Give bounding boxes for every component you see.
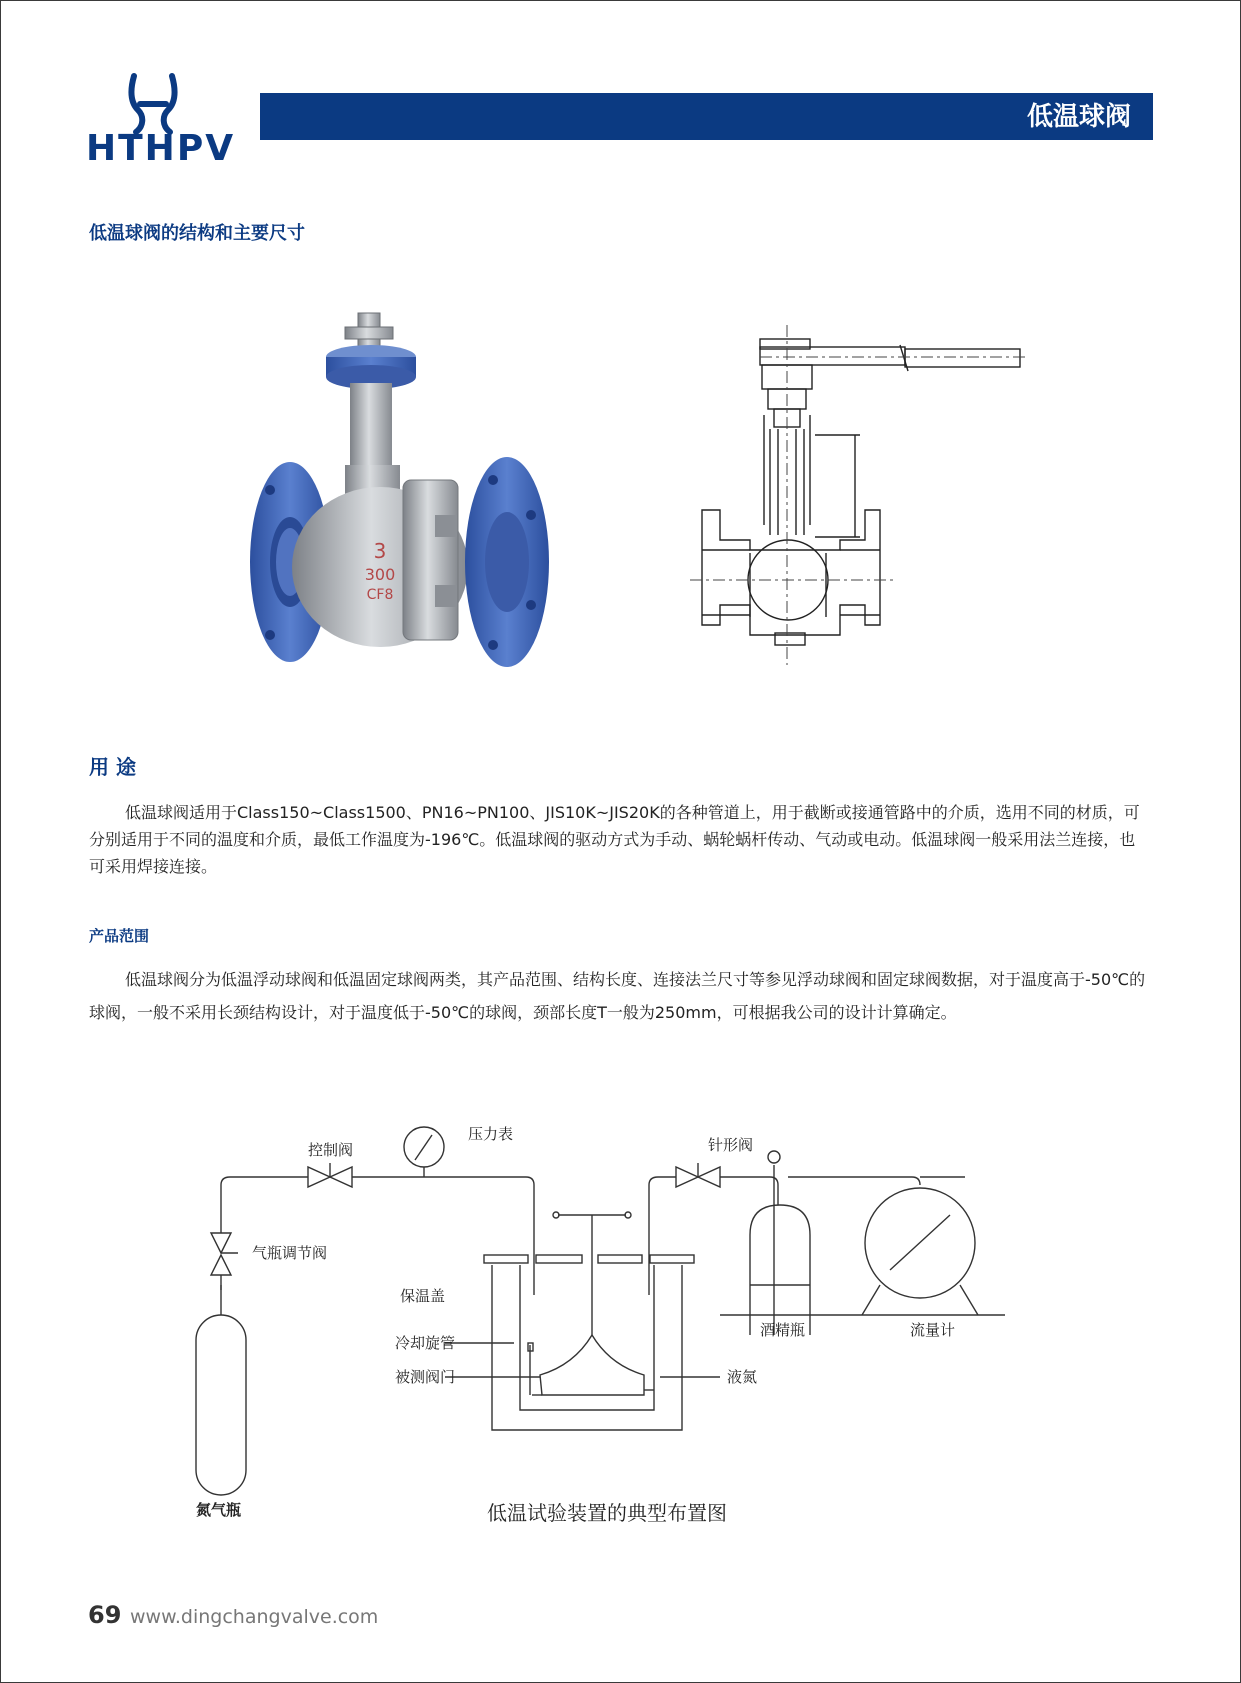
label-needle-valve: 针形阀 — [708, 1136, 754, 1154]
page-title: 低温球阀 — [1026, 102, 1131, 132]
label-alcohol-bottle: 酒精瓶 — [760, 1321, 806, 1339]
usage-text: 低温球阀适用于Class150~Class1500、PN16~PN100、JIS10K~JIS20K的各种管道上，用于截断或接通管路中的介质，选用不同的材质，可分别适用于不同的温度和介质，最低工作温度为-196℃。低温球阀的驱动方式为手动、蜗轮蜗杆传动、气动或电动。低温球阀一般采用法兰连接，也可采用焊接连接。 — [89, 803, 1140, 876]
scope-text: 低温球阀分为低温浮动球阀和低温固定球阀两类，其产品范围、结构长度、连接法兰尺寸等参见浮动球阀和固定球阀数据，对于温度高于-50℃的球阀，一般不采用长颈结构设计，对于温度低于-50℃的球阀，颈部长度T一般为250mm，可根据我公司的设计计算确定。 — [89, 970, 1146, 1022]
body-mark-size: 3 — [373, 539, 387, 563]
page-number: 69 — [88, 1601, 122, 1629]
usage-section-title: 用 途 — [89, 755, 136, 779]
header-title-bar — [260, 93, 1153, 140]
scope-section-title: 产品范围 — [89, 927, 150, 945]
usage-paragraph — [89, 799, 1149, 880]
valve-section-drawing — [690, 325, 1050, 695]
label-nitrogen-cylinder: 氮气瓶 — [196, 1501, 242, 1519]
label-cylinder-regulator: 气瓶调节阀 — [252, 1244, 328, 1262]
body-mark-class: 300 — [364, 565, 396, 584]
label-flowmeter: 流量计 — [910, 1321, 956, 1339]
website-url: www.dingchangvalve.com — [130, 1606, 379, 1628]
label-pressure-gauge: 压力表 — [468, 1125, 514, 1143]
brand-logo-text: HTHPV — [86, 128, 236, 169]
valve-photo — [245, 305, 575, 720]
diagram-caption: 低温试验装置的典型布置图 — [487, 1501, 727, 1525]
label-cooling-coil: 冷却旋管 — [395, 1334, 456, 1352]
label-liquid-nitrogen: 液氮 — [727, 1368, 758, 1386]
body-mark-material: CF8 — [366, 587, 394, 603]
label-control-valve: 控制阀 — [308, 1141, 354, 1159]
scope-paragraph — [89, 963, 1149, 1029]
test-setup-diagram — [190, 1105, 1050, 1525]
label-tested-valve: 被测阀门 — [395, 1368, 456, 1386]
structure-section-title: 低温球阀的结构和主要尺寸 — [89, 223, 305, 244]
label-insulation-cover: 保温盖 — [400, 1287, 446, 1305]
